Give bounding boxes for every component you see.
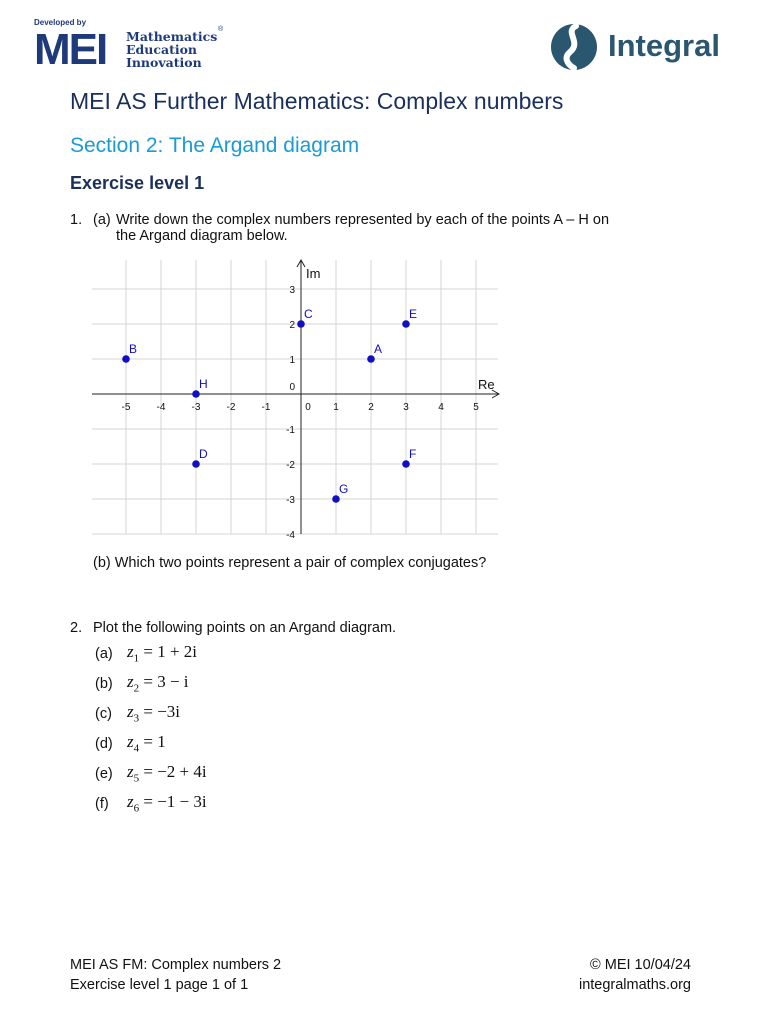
document-title: MEI AS Further Mathematics: Complex numbers xyxy=(70,88,564,114)
mei-word-mathematics: Mathematics xyxy=(126,29,218,44)
point-a xyxy=(367,355,375,363)
x-tick-label: 4 xyxy=(438,402,444,413)
point-label-b: B xyxy=(129,342,138,356)
footer-course: MEI AS FM: Complex numbers 2 xyxy=(70,957,282,973)
point-g xyxy=(332,495,340,503)
point-d xyxy=(192,460,200,468)
point-label-h: H xyxy=(199,377,208,391)
x-axis-label: Re xyxy=(478,377,495,392)
question-1b-text: (b) Which two points represent a pair of complex conjugates? xyxy=(93,555,487,571)
q2-item-label-c: (c) xyxy=(95,706,112,722)
y-tick-label: -3 xyxy=(286,495,295,506)
question-1-number: 1. xyxy=(70,212,83,228)
q2-item-label-a: (a) xyxy=(95,646,113,662)
y-tick-label: 3 xyxy=(289,285,295,296)
argand-diagram xyxy=(92,258,504,538)
section-title: Section 2: The Argand diagram xyxy=(70,134,360,157)
y-tick-label: 0 xyxy=(289,382,295,393)
q2-item-equation-c: $z_3 = -3i$ xyxy=(127,702,181,725)
point-label-f: F xyxy=(409,447,417,461)
footer-copyright: © MEI 10/04/24 xyxy=(590,957,691,973)
q2-item-equation-a: $z_1 = 1 + 2i$ xyxy=(127,642,198,665)
point-label-c: C xyxy=(304,307,313,321)
x-tick-label: 1 xyxy=(333,402,339,413)
y-tick-label: -4 xyxy=(286,530,295,538)
x-tick-label: -2 xyxy=(226,402,236,413)
point-c xyxy=(297,320,305,328)
footer-page: Exercise level 1 page 1 of 1 xyxy=(70,977,249,993)
y-tick-label: 2 xyxy=(289,320,295,331)
question-2-number: 2. xyxy=(70,620,83,636)
question-1a-text-line2: the Argand diagram below. xyxy=(116,228,288,244)
point-label-d: D xyxy=(199,447,208,461)
point-f xyxy=(402,460,410,468)
q2-item-label-b: (b) xyxy=(95,676,113,692)
y-tick-label: 1 xyxy=(289,355,295,366)
q2-item-label-d: (d) xyxy=(95,736,113,752)
q2-item-equation-f: $z_6 = -1 - 3i$ xyxy=(127,792,207,815)
x-tick-label: 3 xyxy=(403,402,409,413)
integral-logo xyxy=(548,22,738,72)
q2-item-equation-d: $z_4 = 1$ xyxy=(127,732,166,755)
integral-logo-text: Integral xyxy=(608,28,720,63)
mei-logo xyxy=(34,18,234,74)
mei-word-innovation: Innovation xyxy=(126,55,202,70)
x-tick-label: -1 xyxy=(261,402,271,413)
point-label-e: E xyxy=(409,307,418,321)
question-1a-label: (a) xyxy=(93,212,111,228)
mei-word-education: Education xyxy=(126,42,198,57)
y-axis-label: Im xyxy=(306,266,321,281)
x-tick-label: -4 xyxy=(156,402,166,413)
exercise-title: Exercise level 1 xyxy=(70,173,205,193)
x-tick-label: 5 xyxy=(473,402,479,413)
registered-mark: ® xyxy=(218,26,224,33)
x-tick-label: 2 xyxy=(368,402,374,413)
mei-logo-letters: MEI xyxy=(34,25,107,74)
point-label-g: G xyxy=(339,482,349,496)
mei-logo-words xyxy=(126,30,217,69)
y-tick-label: -2 xyxy=(286,460,295,471)
q2-item-equation-e: $z_5 = -2 + 4i$ xyxy=(127,762,207,785)
footer-website: integralmaths.org xyxy=(578,977,691,993)
developed-by-text: Developed by xyxy=(34,18,87,27)
x-tick-label: 0 xyxy=(305,402,311,413)
integral-swirl-icon xyxy=(548,22,600,72)
question-1a-text-line1: Write down the complex numbers represented by each of the points A – H on xyxy=(116,212,610,228)
point-e xyxy=(402,320,410,328)
x-tick-label: -3 xyxy=(191,402,201,413)
q2-item-equation-b: $z_2 = 3 - i$ xyxy=(127,672,189,695)
point-h xyxy=(192,390,200,398)
point-b xyxy=(122,355,130,363)
y-tick-label: -1 xyxy=(286,425,295,436)
question-2-text: Plot the following points on an Argand diagram. xyxy=(93,620,397,636)
point-label-a: A xyxy=(374,342,383,356)
x-tick-label: -5 xyxy=(121,402,131,413)
q2-item-label-f: (f) xyxy=(95,796,109,812)
q2-item-label-e: (e) xyxy=(95,766,113,782)
